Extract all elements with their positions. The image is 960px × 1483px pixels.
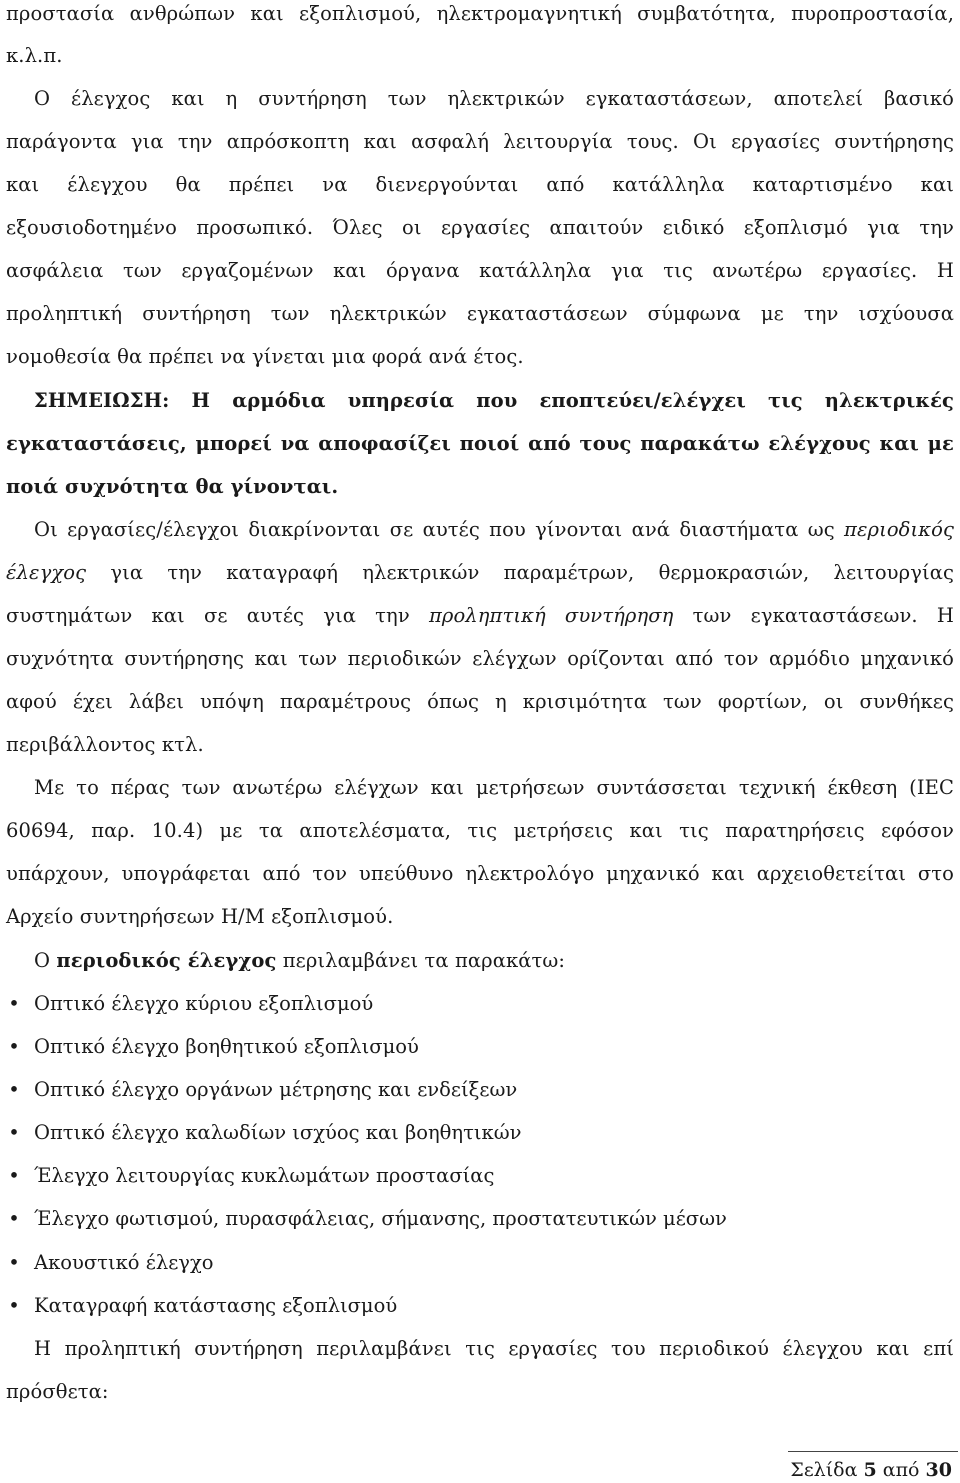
- para3-line-3: [6, 604, 954, 628]
- bullet-icon: •: [8, 1207, 20, 1230]
- para3-line-5: αφού έχει λάβει υπόψη παραμέτρους όπως η κρισιμότητα των φορτίων, οι συνθήκες: [6, 690, 954, 713]
- para4-line-3: υπάρχουν, υπογράφεται από τον υπεύθυνο ηλεκτρολόγο μηχανικό και αρχειοθετείται στο: [6, 862, 954, 885]
- bullet-icon: •: [8, 1035, 20, 1058]
- para3-italic-periodic: περιοδικός: [844, 518, 954, 541]
- para3-italic-preventive: προληπτική συντήρηση: [428, 604, 674, 627]
- bullet-icon: •: [8, 1078, 20, 1101]
- para3-line-1-text: Οι εργασίες/έλεγχοι διακρίνονται σε αυτές που γίνονται ανά διαστήματα ως: [34, 518, 845, 541]
- bullet-icon: •: [8, 1294, 20, 1317]
- para6-line-1: Η προληπτική συντήρηση περιλαμβάνει τις εργασίες του περιοδικού έλεγχου και επί: [34, 1337, 954, 1360]
- para5-pre: Ο: [34, 949, 57, 972]
- para4-line-2: 60694, παρ. 10.4) με τα αποτελέσματα, τις μετρήσεις και τις παρατηρήσεις εφόσον: [6, 819, 954, 842]
- para3-line-6: περιβάλλοντος κτλ.: [6, 733, 204, 756]
- note-line-3: ποιά συχνότητα θα γίνονται.: [6, 475, 339, 498]
- para6-line-2: πρόσθετα:: [6, 1380, 109, 1403]
- para2-line-3: και έλεγχου θα πρέπει να διενεργούνται από κατάλληλα καταρτισμένο και: [6, 173, 954, 196]
- para3-line-1: [34, 518, 954, 542]
- para3-line-2: [6, 561, 954, 585]
- para2-line-1: Ο έλεγχος και η συντήρηση των ηλεκτρικών εγκαταστάσεων, αποτελεί βασικό: [34, 87, 954, 110]
- page-footer: [790, 1459, 952, 1481]
- bullet-icon: •: [8, 992, 20, 1015]
- para5-post: περιλαμβάνει τα παρακάτω:: [276, 949, 566, 972]
- para2-line-2: παράγοντα για την απρόσκοπτη και ασφαλή λειτουργία τους. Οι εργασίες συντήρησης: [6, 130, 954, 153]
- para5-bold-periodic-check: περιοδικός έλεγχος: [56, 949, 277, 972]
- para2-line-6: προληπτική συντήρηση των ηλεκτρικών εγκαταστάσεων σύμφωνα με την ισχύουσα: [6, 302, 954, 325]
- para1-line-1: προστασία ανθρώπων και εξοπλισμού, ηλεκτρομαγνητική συμβατότητα, πυροπροστασία,: [6, 2, 954, 25]
- footer-prefix: Σελίδα: [790, 1459, 864, 1481]
- bullet-icon: •: [8, 1121, 20, 1144]
- para3-line-4: συχνότητα συντήρησης και των περιοδικών ελέγχων ορίζονται από τον αρμόδιο μηχανικό: [6, 647, 954, 670]
- list-item-text: Οπτικό έλεγχο βοηθητικού εξοπλισμού: [34, 1035, 419, 1058]
- list-item-text: Καταγραφή κατάστασης εξοπλισμού: [34, 1294, 398, 1317]
- footer-rule: [788, 1451, 958, 1452]
- bullet-icon: •: [8, 1164, 20, 1187]
- footer-middle: από: [876, 1459, 926, 1481]
- footer-total-pages: 30: [925, 1459, 952, 1481]
- list-item-text: Έλεγχο λειτουργίας κυκλωμάτων προστασίας: [34, 1164, 495, 1187]
- para2-line-4: εξουσιοδοτημένο προσωπικό. Όλες οι εργασίες απαιτούν ειδικό εξοπλισμό για την: [6, 216, 954, 239]
- list-item-text: Ακουστικό έλεγχο: [34, 1251, 214, 1274]
- list-item-text: Έλεγχο φωτισμού, πυρασφάλειας, σήμανσης, προστατευτικών μέσων: [34, 1207, 727, 1230]
- list-item-text: Οπτικό έλεγχο οργάνων μέτρησης και ενδείξεων: [34, 1078, 518, 1101]
- para4-line-1: Με το πέρας των ανωτέρω ελέγχων και μετρήσεων συντάσσεται τεχνική έκθεση (IEC: [34, 776, 954, 799]
- bullet-icon: •: [8, 1251, 20, 1274]
- list-item-text: Οπτικό έλεγχο κύριου εξοπλισμού: [34, 992, 374, 1015]
- list-item-text: Οπτικό έλεγχο καλωδίων ισχύος και βοηθητικών: [34, 1121, 522, 1144]
- para3-line-3-pre: συστημάτων και σε αυτές για την: [6, 604, 429, 627]
- para3-italic-check: έλεγχος: [6, 561, 87, 584]
- para2-line-7: νομοθεσία θα πρέπει να γίνεται μια φορά ανά έτος.: [6, 345, 524, 368]
- note-line-1: ΣΗΜΕΙΩΣΗ: Η αρμόδια υπηρεσία που εποπτεύει/ελέγχει τις ηλεκτρικές: [34, 389, 954, 412]
- footer-page-number: 5: [863, 1459, 877, 1481]
- para5-line: [34, 949, 954, 973]
- para1-line-2: κ.λ.π.: [6, 44, 63, 67]
- para2-line-5: ασφάλεια των εργαζομένων και όργανα κατάλληλα για τις ανωτέρω εργασίες. Η: [6, 259, 954, 282]
- note-line-2: εγκαταστάσεις, μπορεί να αποφασίζει ποιοί από τους παρακάτω ελέγχους και με: [6, 432, 954, 455]
- para3-line-2-text: για την καταγραφή ηλεκτρικών παραμέτρων, θερμοκρασιών, λειτουργίας: [86, 561, 954, 584]
- para4-line-4: Αρχείο συντηρήσεων Η/Μ εξοπλισμού.: [6, 905, 394, 928]
- para3-line-3-post: των εγκαταστάσεων. Η: [673, 604, 954, 627]
